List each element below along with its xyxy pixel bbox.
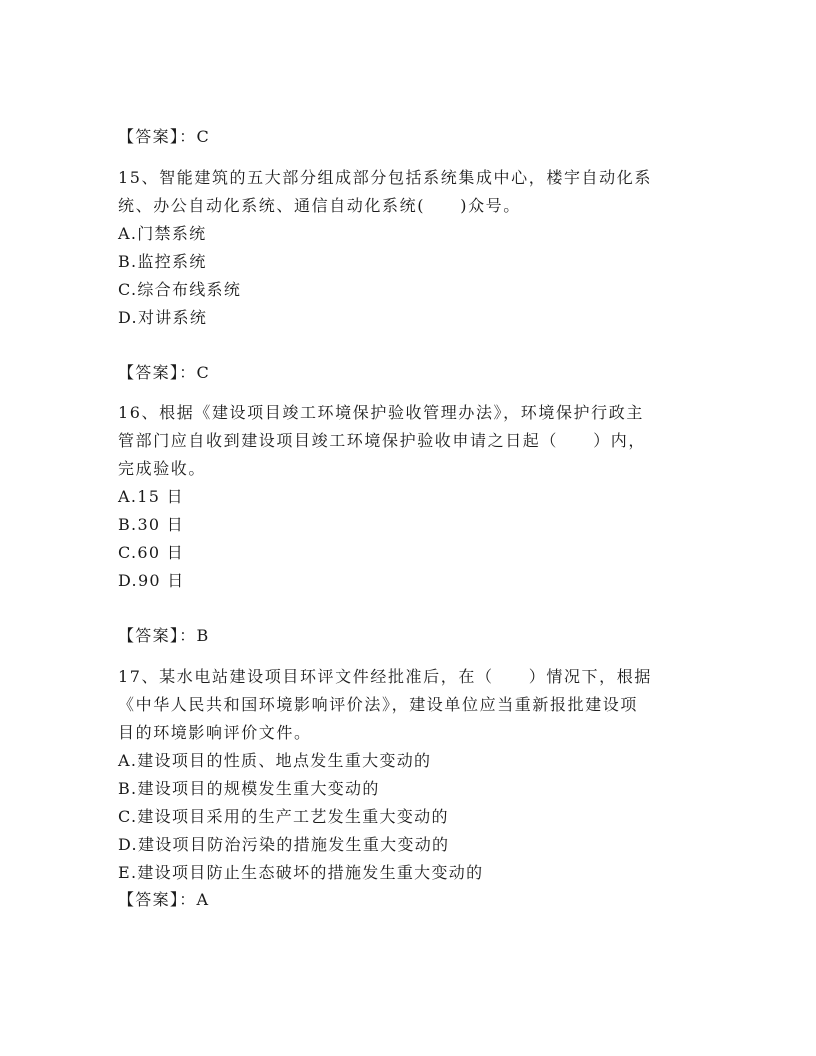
- question-17-option-e: E.建设项目防止生态破坏的措施发生重大变动的: [118, 863, 484, 882]
- answer-line-14: [118, 127, 210, 147]
- question-16-option-d: D.90 日: [118, 571, 185, 590]
- question-17-option-a: A.建设项目的性质、地点发生重大变动的: [118, 751, 432, 770]
- question-17-stem-line-3: 目的环境影响评价文件。: [118, 723, 312, 742]
- answer-value: B: [196, 626, 210, 645]
- answer-prefix: 【答案】：: [118, 626, 197, 645]
- answer-line-17: [118, 890, 209, 910]
- question-17-option-b: B.建设项目的规模发生重大变动的: [118, 779, 380, 798]
- question-16-option-a: A.15 日: [118, 487, 184, 506]
- question-17-option-c: C.建设项目采用的生产工艺发生重大变动的: [118, 807, 449, 826]
- answer-value: C: [196, 363, 211, 382]
- question-17-stem-line-1: 17、某水电站建设项目环评文件经批准后，在（ ）情况下，根据: [118, 667, 652, 686]
- answer-value: C: [196, 127, 211, 146]
- question-15-stem-line-1: 15、智能建筑的五大部分组成部分包括系统集成中心，楼宇自动化系: [118, 168, 652, 187]
- question-16-stem-line-1: 16、根据《建设项目竣工环境保护验收管理办法》，环境保护行政主: [118, 403, 644, 422]
- question-15-stem-line-2: 统、办公自动化系统、通信自动化系统( )众号。: [118, 196, 521, 215]
- question-15-option-b: B.监控系统: [118, 252, 207, 271]
- question-17-stem-line-2: 《中华人民共和国环境影响评价法》，建设单位应当重新报批建设项: [118, 695, 639, 714]
- answer-prefix: 【答案】：: [118, 127, 197, 146]
- question-16-option-c: C.60 日: [118, 543, 185, 562]
- answer-value: A: [196, 890, 210, 909]
- question-15-option-d: D.对讲系统: [118, 308, 208, 327]
- answer-prefix: 【答案】：: [118, 890, 197, 909]
- question-15-option-c: C.综合布线系统: [118, 280, 242, 299]
- answer-line-16: [118, 626, 210, 646]
- question-17-option-d: D.建设项目防治污染的措施发生重大变动的: [118, 835, 450, 854]
- question-15-option-a: A.门禁系统: [118, 224, 207, 243]
- answer-prefix: 【答案】：: [118, 363, 197, 382]
- question-16-stem-line-2: 管部门应自收到建设项目竣工环境保护验收申请之日起（ ）内，: [118, 431, 647, 450]
- answer-line-15: [118, 363, 210, 383]
- question-16-option-b: B.30 日: [118, 515, 185, 534]
- question-16-stem-line-3: 完成验收。: [118, 459, 207, 478]
